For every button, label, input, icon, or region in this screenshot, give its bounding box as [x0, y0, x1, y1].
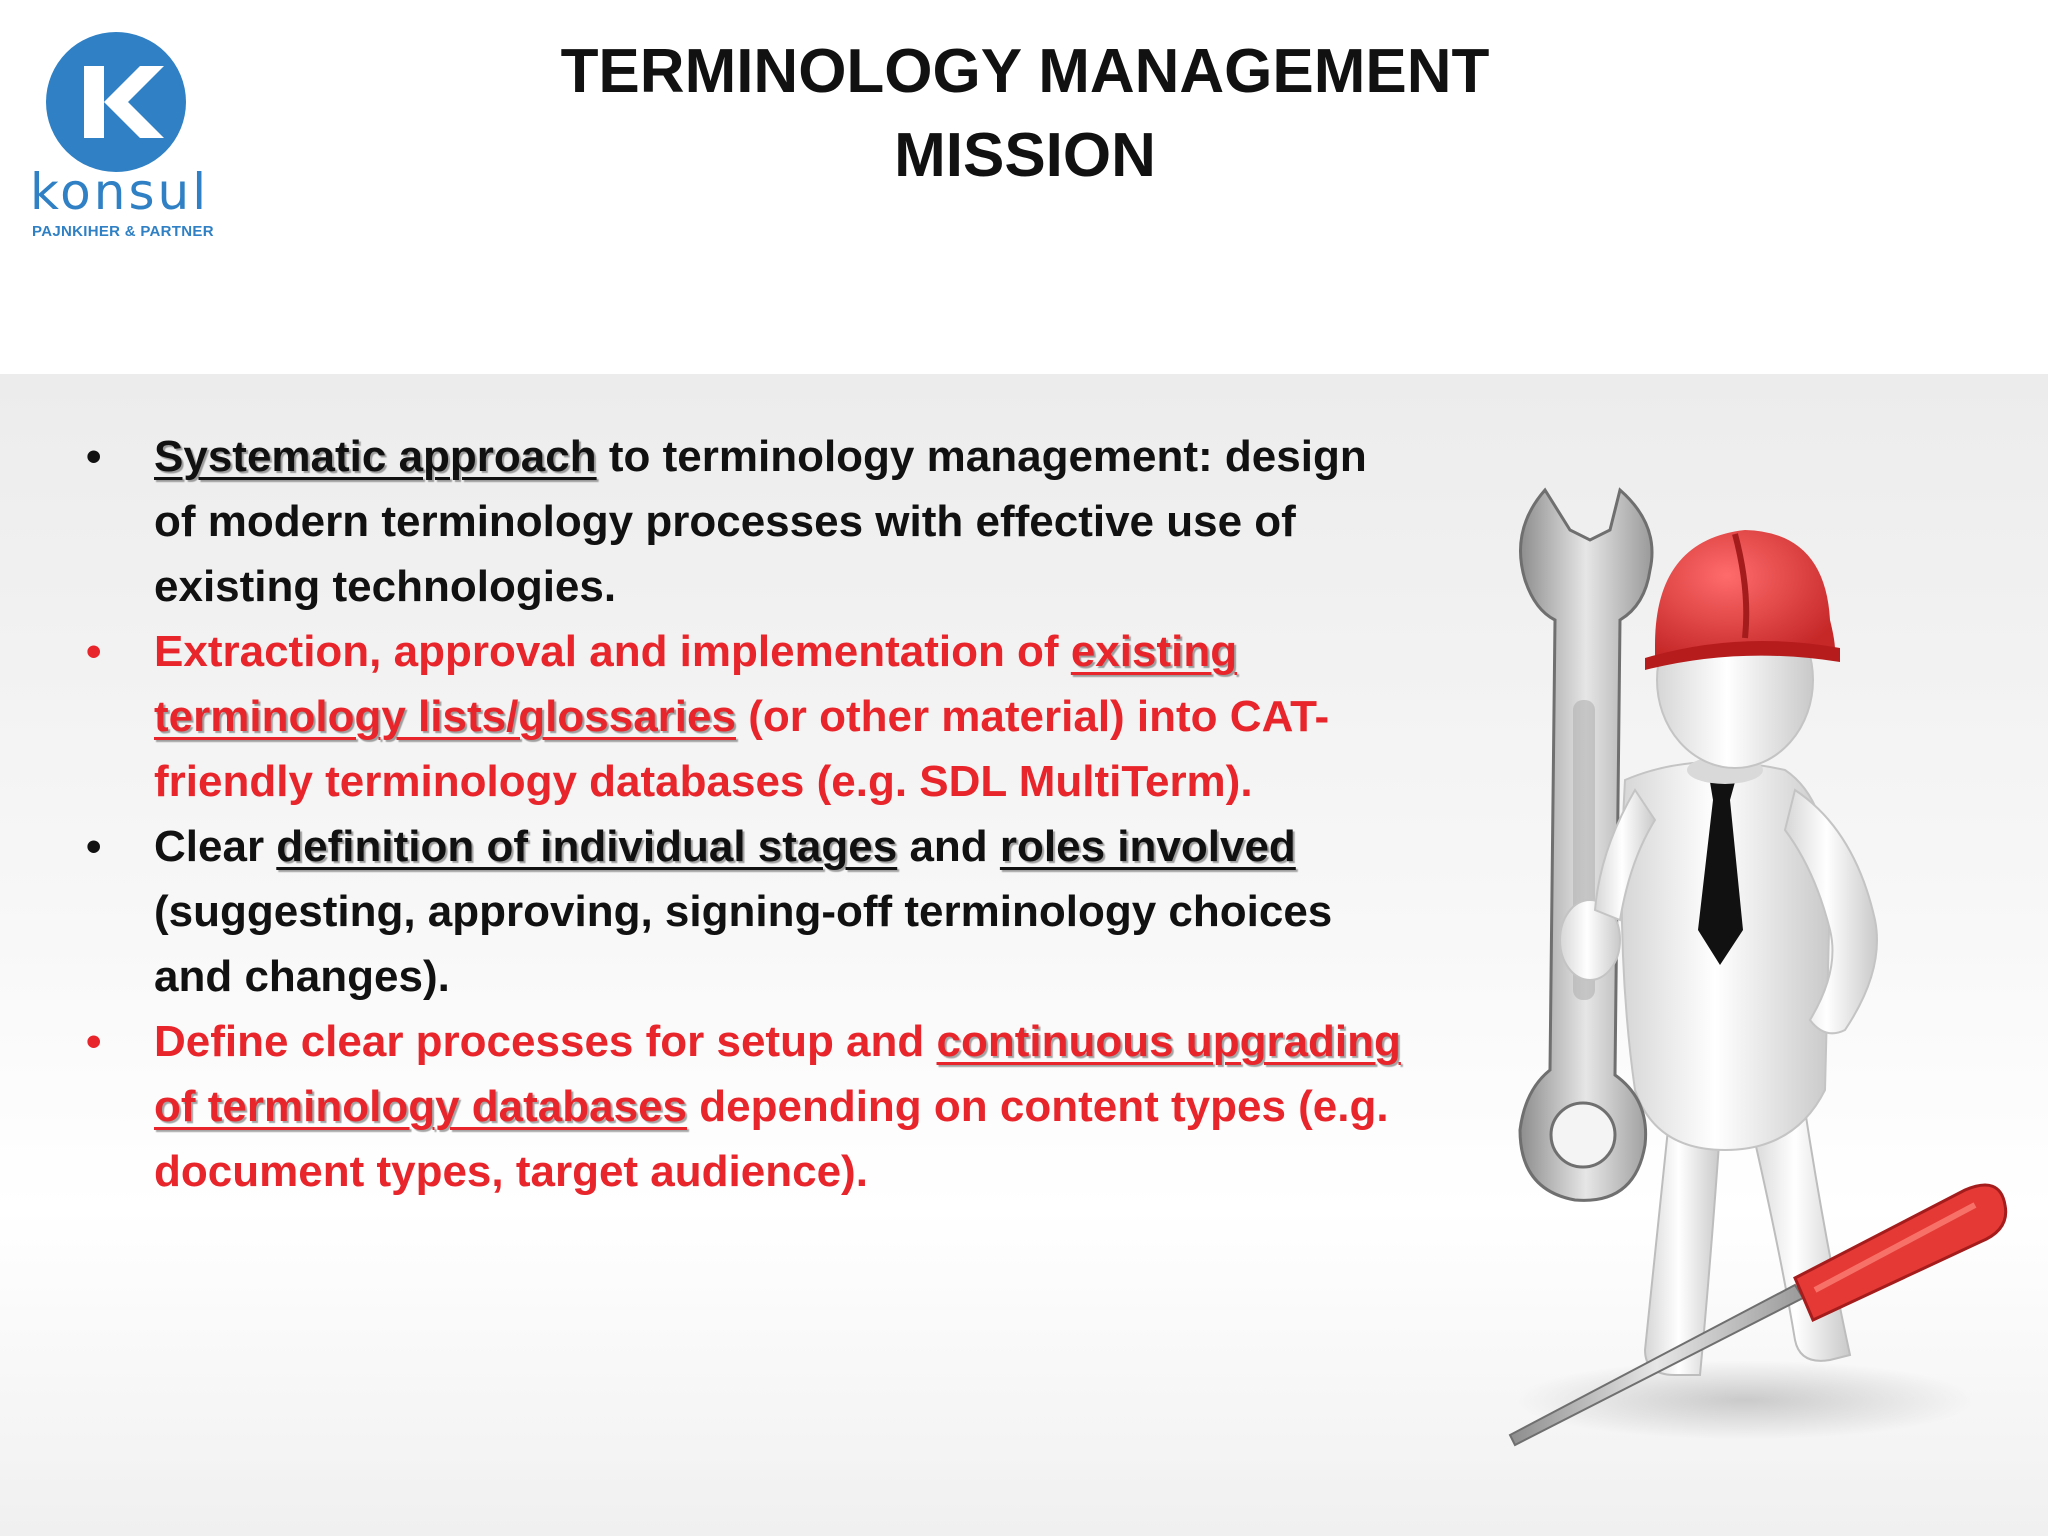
bullet-text: (suggesting, approving, signing-off terminology choices and changes).	[154, 887, 1333, 1001]
bullet-emphasis: Systematic approach	[154, 432, 597, 481]
bullet-dot: •	[86, 1017, 102, 1066]
bullet-text: Clear	[154, 822, 277, 871]
bullet-item	[86, 1009, 1406, 1204]
bullet-item	[86, 424, 1406, 619]
bullet-item	[86, 814, 1406, 1009]
bullet-dot: •	[86, 432, 102, 481]
bullet-dot: •	[86, 822, 102, 871]
bullet-emphasis: continuous upgrading of terminology databases	[154, 1017, 1401, 1131]
bullet-text: depending on content types (e.g. document types, target audience).	[154, 1082, 1389, 1196]
title-line-2: MISSION	[894, 121, 1156, 190]
logo-subtitle: PAJNKIHER & PARTNER	[32, 223, 214, 240]
bullet-item	[86, 619, 1406, 814]
bullet-emphasis: definition of individual stages	[276, 822, 898, 871]
bullet-text: to terminology management: design of modern terminology processes with effective use of existing technologies.	[154, 432, 1367, 611]
page-title	[440, 30, 1610, 198]
bullet-emphasis: roles involved	[999, 822, 1296, 871]
bullet-emphasis: existing terminology lists/glossaries	[154, 627, 1238, 741]
bullet-list	[86, 424, 1406, 1204]
bullet-text: Define clear processes for setup and	[154, 1017, 937, 1066]
logo-brand-text: konsul	[30, 163, 210, 221]
bullet-text: (or other material) into CAT-friendly terminology databases (e.g. SDL MultiTerm).	[154, 692, 1330, 806]
bullet-dot: •	[86, 627, 102, 676]
bullet-text: and	[897, 822, 1000, 871]
bullet-text: Extraction, approval and implementation of	[154, 627, 1071, 676]
figure-right-leg	[1750, 1110, 1850, 1361]
worker-illustration	[1495, 470, 2015, 1470]
title-line-1: TERMINOLOGY MANAGEMENT	[560, 37, 1490, 106]
